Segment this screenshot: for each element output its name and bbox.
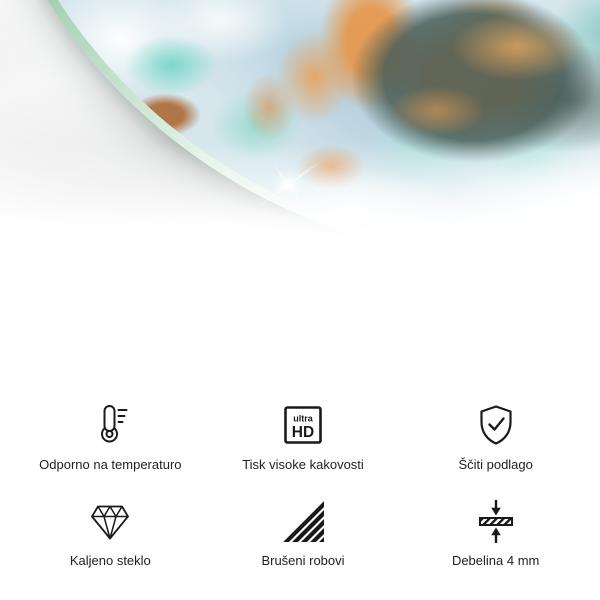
feature-print-quality — [207, 402, 400, 472]
feature-protects-surface — [399, 402, 592, 472]
diamond-icon — [87, 498, 133, 544]
feature-polished-edges — [207, 498, 400, 568]
thermometer-icon — [87, 402, 133, 448]
feature-label: Ščiti podlago — [458, 457, 533, 472]
feature-tempered-glass — [14, 498, 207, 568]
feature-label: Brušeni robovi — [261, 553, 345, 568]
svg-text:ultra: ultra — [293, 413, 313, 424]
beveled-edges-icon — [280, 498, 326, 544]
shield-check-icon — [473, 402, 519, 448]
ultra-hd-icon — [280, 402, 326, 448]
feature-temperature-resistant — [14, 402, 207, 472]
feature-label: Debelina 4 mm — [451, 553, 540, 568]
feature-grid — [14, 402, 592, 568]
svg-text:HD: HD — [291, 424, 315, 441]
thickness-arrows-icon — [473, 498, 519, 544]
feature-label: Kaljeno steklo — [69, 553, 151, 568]
feature-thickness — [399, 498, 592, 568]
product-photo-glass-panel — [0, 0, 600, 238]
feature-label: Odporno na temperaturo — [39, 457, 182, 472]
feature-label: Tisk visoke kakovosti — [242, 457, 364, 472]
